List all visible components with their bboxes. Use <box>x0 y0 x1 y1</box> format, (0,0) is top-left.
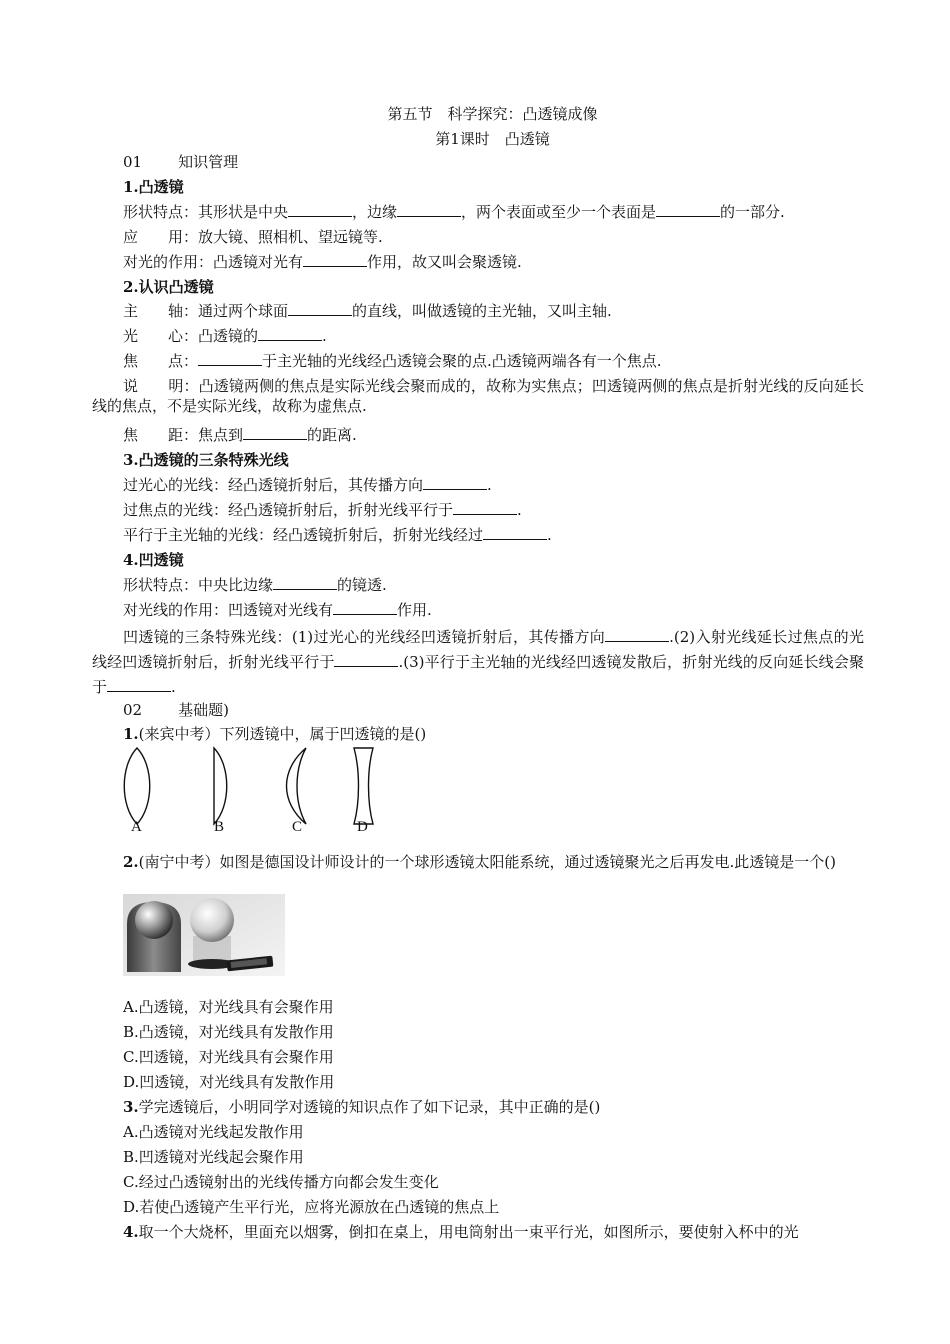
k1-effect-text-b: 作用，故又叫会聚透镜. <box>367 253 522 271</box>
answer-blank[interactable] <box>288 303 352 316</box>
q3-option-a[interactable]: A.凸透镜对光线起发散作用 <box>123 1123 304 1141</box>
lens-label-b: B <box>214 819 225 835</box>
answer-blank[interactable] <box>334 654 398 667</box>
part2-number: 02 <box>123 701 143 719</box>
part1-heading-text: 知识管理 <box>178 153 239 171</box>
q3-option-b[interactable]: B.凹透镜对光线起会聚作用 <box>123 1148 304 1166</box>
answer-blank[interactable] <box>258 328 322 341</box>
k2-focus <box>123 351 662 371</box>
k2-axis-text-b: 的直线，叫做透镜的主光轴，又叫主轴. <box>352 302 612 320</box>
k4-shape <box>123 575 387 595</box>
k2-title: 2.认识凸透镜 <box>123 278 214 296</box>
q2-option-a[interactable]: A.凸透镜，对光线具有会聚作用 <box>123 998 334 1016</box>
q2-option-c[interactable]: C.凹透镜，对光线具有会聚作用 <box>123 1048 334 1066</box>
lens-b-plano-convex <box>214 748 227 824</box>
q3-option-d[interactable]: D.若使凸透镜产生平行光，应将光源放在凸透镜的焦点上 <box>123 1198 500 1216</box>
k2-focus-text-a: 焦 点： <box>123 352 199 370</box>
part1-heading <box>123 152 238 172</box>
q2-number: 2. <box>123 853 139 871</box>
k4-rays <box>92 625 864 700</box>
q2-text: (南宁中考）如图是德国设计师设计的一个球形透镜太阳能系统，通过透镜聚光之后再发电.此透镜是一个() <box>138 853 837 871</box>
k1-use: 应 用：放大镜、照相机、望远镜等. <box>123 228 383 246</box>
answer-blank[interactable] <box>423 477 487 490</box>
answer-blank[interactable] <box>605 629 669 642</box>
k4-rays-text-d: . <box>171 678 176 696</box>
k4-shape-text-a: 形状特点：中央比边缘 <box>123 576 274 594</box>
k3-ray1 <box>123 475 492 495</box>
k4-rays-text-b: .(2)入射光线延长过焦点的光线经凹透镜折射后，折射光线平行于 <box>92 628 864 671</box>
answer-blank[interactable] <box>198 353 262 366</box>
answer-blank[interactable] <box>288 204 352 217</box>
k3-ray3-text-a: 平行于主光轴的光线：经凸透镜折射后，折射光线经过 <box>123 526 484 544</box>
k4-effect-text-a: 对光线的作用：凹透镜对光线有 <box>123 601 334 619</box>
q4-number: 4. <box>123 1223 139 1241</box>
q1-number: 1. <box>123 725 139 743</box>
k4-effect-text-b: 作用. <box>397 601 432 619</box>
lens-c-meniscus <box>287 748 307 824</box>
lesson-title: 第1课时 凸透镜 <box>435 130 550 148</box>
k2-note: 说 明：凸透镜两侧的焦点是实际光线会聚而成的，故称为实焦点；凹透镜两侧的焦点是折射光线的反向延长线的焦点，不是实际光线，故称为虚焦点. <box>92 377 864 415</box>
k1-effect-text-a: 对光的作用：凸透镜对光有 <box>123 253 304 271</box>
lens-label-d: D <box>357 819 368 835</box>
q4-text: 取一个大烧杯，里面充以烟雾，倒扣在桌上，用电筒射出一束平行光，如图所示，要使射入杯中的光 <box>138 1223 799 1241</box>
k3-ray2-text-a: 过焦点的光线：经凸透镜折射后，折射光线平行于 <box>123 501 454 519</box>
k4-title: 4.凹透镜 <box>123 551 184 569</box>
k2-center-text-a: 光 心：凸透镜的 <box>123 327 259 345</box>
lens-options-figure <box>118 744 398 836</box>
k1-title: 1.凸透镜 <box>123 178 184 196</box>
q2-option-d[interactable]: D.凹透镜，对光线具有发散作用 <box>123 1073 335 1091</box>
lens-d-biconcave <box>354 748 373 824</box>
k3-ray3-text-b: . <box>547 526 552 544</box>
k3-ray2 <box>123 500 522 520</box>
k3-title: 3.凸透镜的三条特殊光线 <box>123 451 289 469</box>
q3-number: 3. <box>123 1098 139 1116</box>
answer-blank[interactable] <box>303 254 367 267</box>
q2-option-b[interactable]: B.凸透镜，对光线具有发散作用 <box>123 1023 334 1041</box>
part1-number: 01 <box>123 153 143 171</box>
answer-blank[interactable] <box>243 427 307 440</box>
k3-ray3 <box>123 525 552 545</box>
answer-blank[interactable] <box>656 204 720 217</box>
k2-axis <box>123 301 612 321</box>
answer-blank[interactable] <box>397 204 461 217</box>
section-title: 第五节 科学探究：凸透镜成像 <box>387 105 598 123</box>
k3-ray2-text-b: . <box>517 501 522 519</box>
q1-stem <box>123 724 426 744</box>
lens-label-c: C <box>292 819 303 835</box>
k3-ray1-text-a: 过光心的光线：经凸透镜折射后，其传播方向 <box>123 476 424 494</box>
answer-blank[interactable] <box>333 602 397 615</box>
k2-focus-text-b: 于主光轴的光线经凸透镜会聚的点.凸透镜两端各有一个焦点. <box>262 352 662 370</box>
k4-rays-text-a: 凹透镜的三条特殊光线：(1)过光心的光线经凹透镜折射后，其传播方向 <box>123 628 606 646</box>
sphere-lens-photo <box>123 894 285 976</box>
k1-shape-text-b: ，边缘 <box>352 203 398 221</box>
k4-shape-text-b: 的镜透. <box>337 576 387 594</box>
q4-stem <box>123 1222 799 1242</box>
lens-label-a: A <box>131 819 142 835</box>
part2-heading-text: 基础题) <box>178 701 229 719</box>
k1-shape-text-d: 的一部分. <box>720 203 785 221</box>
k2-flen-text-a: 焦 距：焦点到 <box>123 426 244 444</box>
q3-stem <box>123 1097 600 1117</box>
answer-blank[interactable] <box>483 527 547 540</box>
k4-effect <box>123 600 432 620</box>
k4-rays-text-c: .(3)平行于主光轴的光线经凹透镜发散后，折射光线的反向延长线会聚于 <box>92 653 864 696</box>
k2-axis-text-a: 主 轴：通过两个球面 <box>123 302 289 320</box>
q1-text: (来宾中考）下列透镜中，属于凹透镜的是() <box>138 725 427 743</box>
k2-center <box>123 326 327 346</box>
answer-blank[interactable] <box>273 577 337 590</box>
k2-focal-length <box>123 425 357 445</box>
k1-shape-text-a: 形状特点：其形状是中央 <box>123 203 289 221</box>
k1-shape <box>123 202 785 222</box>
answer-blank[interactable] <box>107 679 171 692</box>
part2-heading <box>123 700 229 720</box>
lens-a-biconvex <box>124 748 150 824</box>
k2-center-text-b: . <box>322 327 327 345</box>
answer-blank[interactable] <box>453 502 517 515</box>
k1-shape-text-c: ，两个表面或至少一个表面是 <box>461 203 657 221</box>
k2-flen-text-b: 的距离. <box>307 426 357 444</box>
q3-option-c[interactable]: C.经过凸透镜射出的光线传播方向都会发生变化 <box>123 1173 439 1191</box>
q2-stem <box>92 850 864 875</box>
k3-ray1-text-b: . <box>487 476 492 494</box>
k1-effect <box>123 252 522 272</box>
q3-text: 学完透镜后，小明同学对透镜的知识点作了如下记录，其中正确的是() <box>138 1098 601 1116</box>
